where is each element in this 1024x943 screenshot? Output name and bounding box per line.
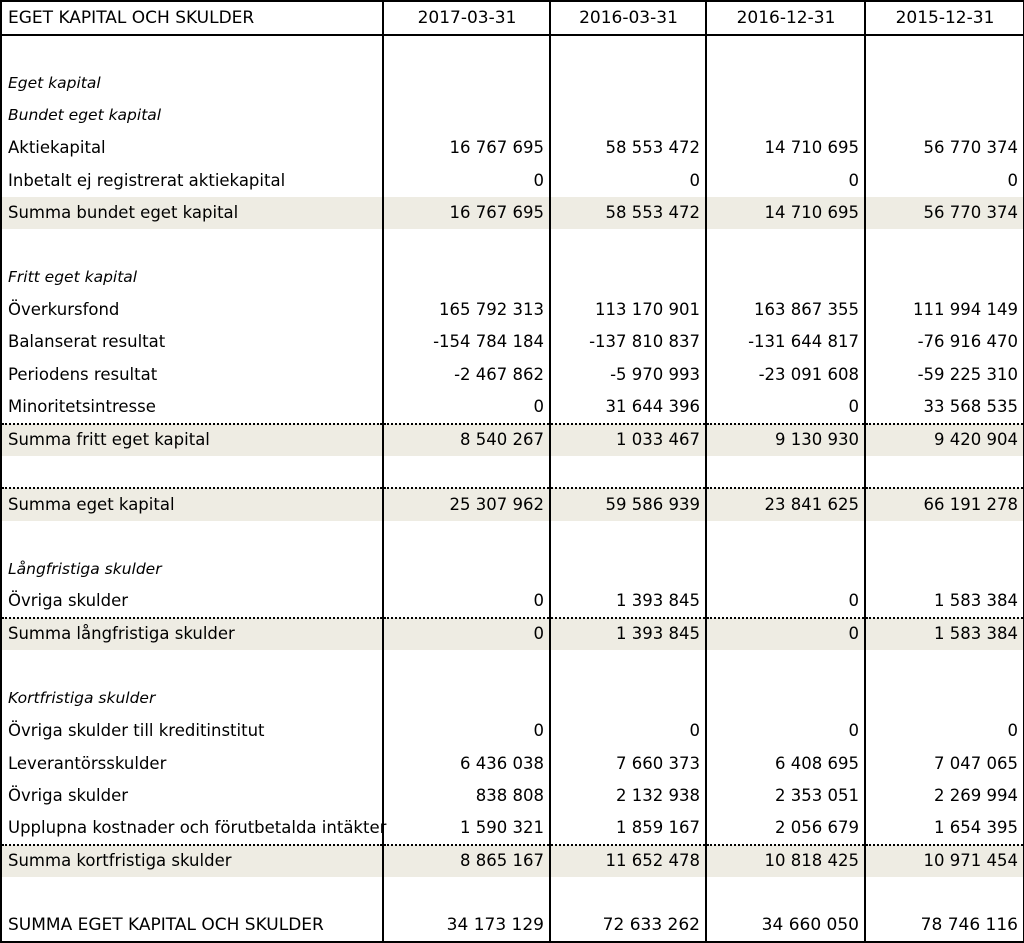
spacer-row [1, 650, 1024, 682]
section-label: Bundet eget kapital [1, 100, 383, 132]
subtotal-row [1, 197, 1024, 229]
cell-value: 0 [550, 165, 706, 197]
cell-value: -137 810 837 [550, 327, 706, 359]
cell-value: 0 [706, 586, 865, 618]
row-label: Överkursfond [1, 294, 383, 326]
section-label: Fritt eget kapital [1, 262, 383, 294]
cell-value: 14 710 695 [706, 132, 865, 164]
cell-value: 8 865 167 [383, 845, 550, 877]
cell-value: 72 633 262 [550, 910, 706, 942]
subtotal-row [1, 424, 1024, 456]
cell-value: 16 767 695 [383, 197, 550, 229]
table-row [1, 359, 1024, 391]
section-row [1, 553, 1024, 585]
cell-value: 23 841 625 [706, 488, 865, 520]
table-row [1, 327, 1024, 359]
row-label: Summa långfristiga skulder [1, 618, 383, 650]
cell-value: 163 867 355 [706, 294, 865, 326]
column-header: 2016-03-31 [550, 1, 706, 35]
row-label: Leverantörsskulder [1, 748, 383, 780]
cell-value: 165 792 313 [383, 294, 550, 326]
row-label: Inbetalt ej registrerat aktiekapital [1, 165, 383, 197]
cell-value: 0 [383, 391, 550, 423]
cell-value: 0 [706, 165, 865, 197]
table-title: EGET KAPITAL OCH SKULDER [1, 1, 383, 35]
section-row [1, 67, 1024, 99]
cell-value: -76 916 470 [865, 327, 1024, 359]
cell-value: 1 033 467 [550, 424, 706, 456]
row-label: Minoritetsintresse [1, 391, 383, 423]
cell-value: 0 [383, 715, 550, 747]
cell-value: 6 436 038 [383, 748, 550, 780]
table-row [1, 391, 1024, 423]
table-row [1, 748, 1024, 780]
cell-value: 31 644 396 [550, 391, 706, 423]
row-label: Upplupna kostnader och förutbetalda intäkter [1, 812, 383, 844]
cell-value: 1 393 845 [550, 586, 706, 618]
cell-value: 1 859 167 [550, 812, 706, 844]
cell-value: 0 [550, 715, 706, 747]
row-label: Summa eget kapital [1, 488, 383, 520]
cell-value: 59 586 939 [550, 488, 706, 520]
cell-value: -2 467 862 [383, 359, 550, 391]
total-row [1, 488, 1024, 520]
spacer-row [1, 456, 1024, 488]
cell-value: 7 047 065 [865, 748, 1024, 780]
row-label: Övriga skulder till kreditinstitut [1, 715, 383, 747]
cell-value: 1 393 845 [550, 618, 706, 650]
spacer-row [1, 35, 1024, 67]
cell-value: 25 307 962 [383, 488, 550, 520]
cell-value: 34 173 129 [383, 910, 550, 942]
cell-value: 0 [383, 165, 550, 197]
cell-value: -5 970 993 [550, 359, 706, 391]
table-row [1, 165, 1024, 197]
cell-value: 58 553 472 [550, 132, 706, 164]
cell-value: -59 225 310 [865, 359, 1024, 391]
spacer-row [1, 229, 1024, 261]
cell-value: 10 818 425 [706, 845, 865, 877]
row-label: Summa kortfristiga skulder [1, 845, 383, 877]
cell-value: -131 644 817 [706, 327, 865, 359]
grand-total-row [1, 910, 1024, 942]
section-row [1, 262, 1024, 294]
column-header: 2015-12-31 [865, 1, 1024, 35]
cell-value: 6 408 695 [706, 748, 865, 780]
cell-value: 1 583 384 [865, 618, 1024, 650]
row-label: SUMMA EGET KAPITAL OCH SKULDER [1, 910, 383, 942]
table-row [1, 780, 1024, 812]
section-label: Kortfristiga skulder [1, 683, 383, 715]
cell-value: 0 [865, 165, 1024, 197]
cell-value: 7 660 373 [550, 748, 706, 780]
column-header: 2016-12-31 [706, 1, 865, 35]
row-label: Övriga skulder [1, 586, 383, 618]
cell-value: 0 [383, 586, 550, 618]
table-row [1, 586, 1024, 618]
cell-value: 838 808 [383, 780, 550, 812]
cell-value: 0 [865, 715, 1024, 747]
row-label: Summa fritt eget kapital [1, 424, 383, 456]
table-row [1, 294, 1024, 326]
cell-value: 9 420 904 [865, 424, 1024, 456]
cell-value: 2 056 679 [706, 812, 865, 844]
row-label: Periodens resultat [1, 359, 383, 391]
cell-value: 1 583 384 [865, 586, 1024, 618]
header-row [1, 1, 1024, 35]
cell-value: 1 590 321 [383, 812, 550, 844]
cell-value: 0 [706, 618, 865, 650]
cell-value: 58 553 472 [550, 197, 706, 229]
row-label: Balanserat resultat [1, 327, 383, 359]
section-row [1, 683, 1024, 715]
cell-value: 0 [706, 715, 865, 747]
column-header: 2017-03-31 [383, 1, 550, 35]
table-row [1, 132, 1024, 164]
cell-value: 66 191 278 [865, 488, 1024, 520]
section-row [1, 100, 1024, 132]
cell-value: 0 [706, 391, 865, 423]
section-label: Eget kapital [1, 67, 383, 99]
cell-value: -23 091 608 [706, 359, 865, 391]
subtotal-row [1, 845, 1024, 877]
cell-value: 0 [383, 618, 550, 650]
subtotal-row [1, 618, 1024, 650]
table-row [1, 812, 1024, 844]
cell-value: 2 269 994 [865, 780, 1024, 812]
row-label: Summa bundet eget kapital [1, 197, 383, 229]
cell-value: 33 568 535 [865, 391, 1024, 423]
cell-value: 9 130 930 [706, 424, 865, 456]
cell-value: -154 784 184 [383, 327, 550, 359]
cell-value: 113 170 901 [550, 294, 706, 326]
row-label: Övriga skulder [1, 780, 383, 812]
cell-value: 1 654 395 [865, 812, 1024, 844]
cell-value: 2 132 938 [550, 780, 706, 812]
spacer-row [1, 877, 1024, 909]
spacer-row [1, 521, 1024, 553]
table-row [1, 715, 1024, 747]
cell-value: 78 746 116 [865, 910, 1024, 942]
cell-value: 10 971 454 [865, 845, 1024, 877]
section-label: Långfristiga skulder [1, 553, 383, 585]
row-label: Aktiekapital [1, 132, 383, 164]
cell-value: 16 767 695 [383, 132, 550, 164]
cell-value: 11 652 478 [550, 845, 706, 877]
cell-value: 111 994 149 [865, 294, 1024, 326]
cell-value: 14 710 695 [706, 197, 865, 229]
cell-value: 2 353 051 [706, 780, 865, 812]
cell-value: 34 660 050 [706, 910, 865, 942]
cell-value: 56 770 374 [865, 197, 1024, 229]
cell-value: 56 770 374 [865, 132, 1024, 164]
cell-value: 8 540 267 [383, 424, 550, 456]
